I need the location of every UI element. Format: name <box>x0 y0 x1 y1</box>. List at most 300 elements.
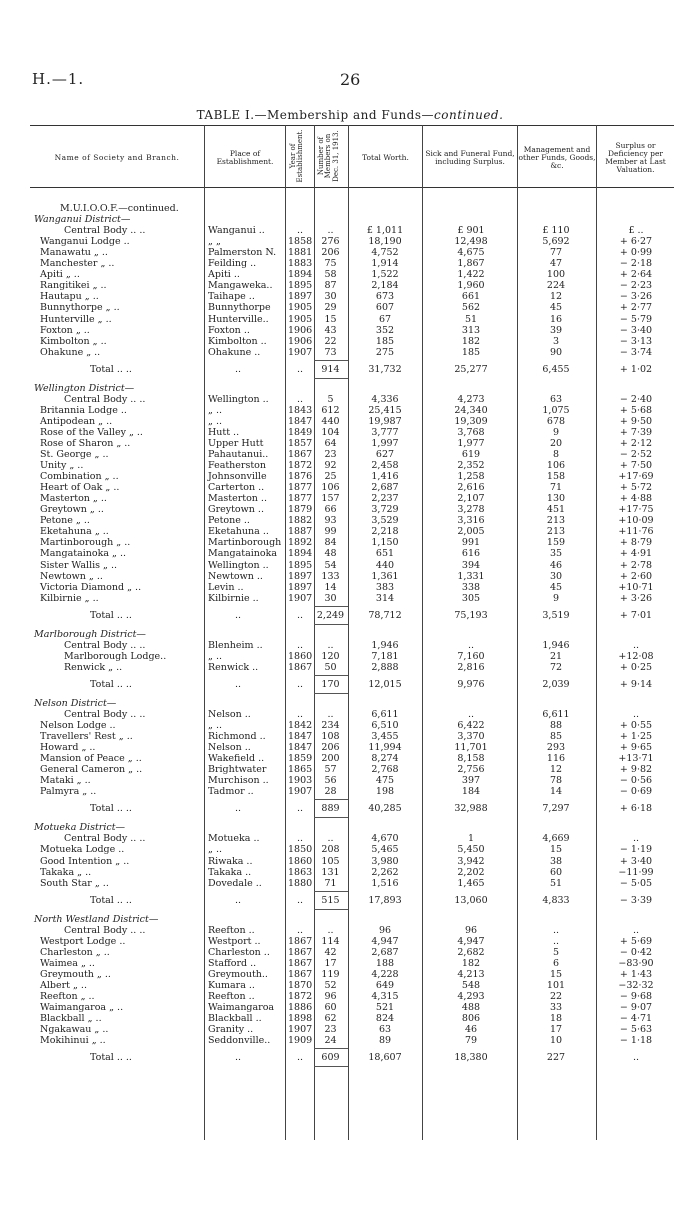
surplus-cell: + 7·39 <box>619 426 653 438</box>
surplus-cell: +10·09 <box>618 515 654 527</box>
year-cell: 1858 <box>288 236 313 248</box>
table-caption <box>0 108 700 122</box>
surplus-cell: .. <box>632 1052 640 1064</box>
management-cell: 17 <box>549 1024 563 1036</box>
management-cell: 46 <box>549 559 563 571</box>
place-cell: Motueka .. <box>208 833 260 845</box>
district-heading <box>30 383 674 394</box>
members-cell: 56 <box>324 775 337 787</box>
management-cell: 6,611 <box>542 708 570 720</box>
management-cell: 5,692 <box>542 236 570 248</box>
place-cell: „ .. <box>208 844 222 856</box>
year-cell: 1842 <box>288 720 313 731</box>
table-row <box>30 958 674 969</box>
sick-fund-cell: 19,309 <box>454 415 488 427</box>
place-cell: Palmerston N. <box>208 247 277 259</box>
total-members-rule <box>314 1048 348 1067</box>
worth-cell: 352 <box>375 324 395 336</box>
total-row <box>30 803 674 814</box>
branch-name: Waimangaroa „ .. <box>40 1002 124 1014</box>
table-top-rule <box>30 125 674 126</box>
year-cell: 1872 <box>288 991 313 1002</box>
place-cell: Foxton .. <box>208 324 250 336</box>
year-cell: .. <box>296 678 304 690</box>
surplus-cell: + 2·60 <box>619 570 653 582</box>
worth-cell: 1,516 <box>371 877 399 889</box>
branch-name: Victoria Diamond „ .. <box>40 581 142 593</box>
surplus-cell: +10·71 <box>618 581 654 593</box>
branch-name: Total .. .. <box>90 609 132 621</box>
worth-cell: 2,687 <box>371 946 399 958</box>
surplus-cell: − 2·52 <box>619 449 653 460</box>
members-cell: 17 <box>324 957 337 969</box>
surplus-cell: + 0·55 <box>619 720 653 731</box>
members-cell: .. <box>327 639 334 651</box>
col-header-worth: Total Worth. <box>362 152 409 162</box>
management-cell: 77 <box>549 247 563 259</box>
members-cell: 22 <box>324 335 337 347</box>
year-cell: 1907 <box>288 592 313 604</box>
surplus-cell: − 4·71 <box>619 1013 653 1025</box>
branch-name: Britannia Lodge .. <box>40 404 127 416</box>
surplus-cell: + 9·50 <box>619 415 653 427</box>
branch-name: Ohakune „ .. <box>40 346 101 358</box>
order-heading <box>30 203 674 214</box>
sick-fund-cell: 2,756 <box>457 764 485 776</box>
worth-cell: 1,150 <box>371 537 399 549</box>
management-cell: 106 <box>546 460 566 472</box>
members-cell: 914 <box>321 363 340 375</box>
worth-cell: 3,777 <box>371 426 399 438</box>
table-row <box>30 537 674 548</box>
branch-name: Newtown „ .. <box>40 570 103 582</box>
table-row <box>30 314 674 325</box>
table-row <box>30 416 674 427</box>
worth-cell: 18,607 <box>368 1052 402 1064</box>
sick-fund-cell: 13,060 <box>454 894 488 906</box>
place-cell: Wanganui .. <box>208 225 265 237</box>
members-cell: 50 <box>324 661 337 673</box>
worth-cell: 2,262 <box>371 866 399 878</box>
members-cell: 28 <box>324 786 337 798</box>
place-cell: Greymouth.. <box>208 968 268 980</box>
surplus-cell: − 5·63 <box>619 1024 653 1036</box>
year-cell: .. <box>296 924 304 936</box>
members-cell: 2,249 <box>316 609 345 621</box>
members-cell: 106 <box>321 482 340 494</box>
district-heading <box>30 629 674 640</box>
surplus-cell: + 5·69 <box>619 935 653 947</box>
sick-fund-cell: 182 <box>461 335 481 347</box>
branch-name: Good Intention „ .. <box>40 855 130 867</box>
place-cell: Reefton .. <box>208 991 255 1002</box>
district-name: Motueka District— <box>34 822 126 834</box>
members-cell: 889 <box>321 803 340 815</box>
surplus-cell: + 9·14 <box>619 678 653 690</box>
year-cell: 1850 <box>288 844 313 856</box>
surplus-cell: +12·08 <box>618 650 654 662</box>
place-cell: „ .. <box>208 404 222 416</box>
branch-name: Antipodean „ .. <box>40 415 113 427</box>
management-cell: 85 <box>549 731 563 743</box>
total-row <box>30 610 674 621</box>
worth-cell: 6,611 <box>371 708 399 720</box>
worth-cell: 17,893 <box>368 894 402 906</box>
col-header-place: Place of Establishment. <box>216 148 274 166</box>
year-cell: .. <box>296 639 304 651</box>
sick-fund-cell: 3,768 <box>457 426 485 438</box>
place-cell: Feilding .. <box>208 258 257 270</box>
table-row <box>30 258 674 269</box>
district-heading <box>30 822 674 833</box>
year-cell: 1883 <box>288 258 313 270</box>
branch-name: St. George „ .. <box>40 449 109 460</box>
year-cell: 1907 <box>288 346 313 358</box>
members-cell: 23 <box>324 449 337 460</box>
year-cell: 1897 <box>288 291 313 303</box>
branch-name: Combination „ .. <box>40 471 119 483</box>
year-cell: 1867 <box>288 968 313 980</box>
worth-cell: 2,458 <box>371 460 399 472</box>
worth-cell: 2,237 <box>371 493 399 505</box>
year-cell: 1857 <box>288 437 313 449</box>
total-row <box>30 364 674 375</box>
sick-fund-cell: 3,370 <box>457 731 485 743</box>
place-cell: „ .. <box>208 415 222 427</box>
branch-name: Unity „ .. <box>40 460 84 472</box>
place-cell: .. <box>235 894 242 906</box>
place-cell: Kumara .. <box>208 979 255 991</box>
order-name: M.U.I.O.O.F.—continued. <box>60 203 179 214</box>
worth-cell: 4,315 <box>371 991 399 1002</box>
table-row <box>30 438 674 449</box>
members-cell: 131 <box>321 866 340 878</box>
members-cell: 60 <box>324 1002 337 1014</box>
management-cell: 7,297 <box>542 803 570 815</box>
members-cell: 92 <box>324 460 337 472</box>
sick-fund-cell: 4,213 <box>457 968 485 980</box>
surplus-cell: − 3·26 <box>619 291 653 303</box>
members-cell: 75 <box>324 258 337 270</box>
members-cell: 66 <box>324 504 337 516</box>
district-name: Wanganui District— <box>34 214 131 226</box>
place-cell: Kimbolton .. <box>208 335 267 347</box>
management-cell: 47 <box>549 258 563 270</box>
place-cell: Upper Hutt <box>208 437 264 449</box>
surplus-cell: + 9·65 <box>619 742 653 754</box>
surplus-cell: − 3·40 <box>619 324 653 336</box>
sick-fund-cell: .. <box>467 639 475 651</box>
branch-name: Howard „ .. <box>40 742 96 754</box>
col-header-surplus: Surplus or Deficiency per Member at Last Valuation. <box>605 140 666 175</box>
management-cell: 33 <box>549 1002 563 1014</box>
surplus-cell: + 5·68 <box>619 404 653 416</box>
worth-cell: 2,687 <box>371 482 399 494</box>
sick-fund-cell: 397 <box>461 775 481 787</box>
worth-cell: 12,015 <box>368 678 402 690</box>
header-bottom-rule <box>30 187 674 188</box>
worth-cell: 649 <box>375 979 395 991</box>
place-cell: .. <box>235 1052 242 1064</box>
management-cell: 159 <box>546 537 566 549</box>
management-cell: 51 <box>549 877 563 889</box>
district-heading <box>30 214 674 225</box>
sick-fund-cell: 9,976 <box>457 678 485 690</box>
table-row <box>30 325 674 336</box>
branch-name: Rose of Sharon „ .. <box>40 437 131 449</box>
management-cell: 2,039 <box>542 678 570 690</box>
sick-fund-cell: 2,005 <box>457 526 485 538</box>
sick-fund-cell: 661 <box>461 291 481 303</box>
branch-name: Central Body .. .. <box>64 924 146 936</box>
sick-fund-cell: 4,273 <box>457 393 485 405</box>
year-cell: 1876 <box>288 471 313 483</box>
branch-name: General Cameron „ .. <box>40 764 143 776</box>
place-cell: Seddonville.. <box>208 1035 271 1047</box>
surplus-cell: + 0·25 <box>619 661 653 673</box>
sick-fund-cell: 5,450 <box>457 844 485 856</box>
table-row <box>30 1013 674 1024</box>
members-cell: 84 <box>324 537 337 549</box>
management-cell: 45 <box>549 302 563 314</box>
management-cell: 12 <box>549 764 563 776</box>
management-cell: 213 <box>546 526 566 538</box>
sick-fund-cell: 24,340 <box>454 404 488 416</box>
year-cell: 1905 <box>288 302 313 314</box>
sick-fund-cell: 1,258 <box>457 471 485 483</box>
members-cell: 52 <box>324 979 337 991</box>
management-cell: 63 <box>549 393 563 405</box>
table-row <box>30 947 674 958</box>
place-cell: Renwick .. <box>208 661 259 673</box>
members-cell: 234 <box>321 720 340 731</box>
sick-fund-cell: 562 <box>461 302 481 314</box>
branch-name: Mokihinui „ .. <box>40 1035 106 1047</box>
branch-name: Martinborough „ .. <box>40 537 131 549</box>
year-cell: 1867 <box>288 449 313 460</box>
worth-cell: 3,529 <box>371 515 399 527</box>
year-cell: 1859 <box>288 753 313 765</box>
table-row <box>30 548 674 559</box>
table-row <box>30 878 674 889</box>
branch-name: Bunnythorpe „ .. <box>40 302 120 314</box>
sick-fund-cell: 806 <box>461 1013 481 1025</box>
table-row <box>30 471 674 482</box>
sick-fund-cell: 1 <box>467 833 475 845</box>
table-row <box>30 1024 674 1035</box>
year-cell: .. <box>296 1052 304 1064</box>
total-row <box>30 679 674 690</box>
members-cell: 58 <box>324 269 337 281</box>
branch-name: Reefton „ .. <box>40 991 95 1002</box>
surplus-cell: .. <box>632 639 640 651</box>
management-cell: 224 <box>546 280 566 292</box>
surplus-cell: − 3·13 <box>619 335 653 347</box>
place-cell: .. <box>235 803 242 815</box>
worth-cell: 1,416 <box>371 471 399 483</box>
surplus-cell: + 7·50 <box>619 460 653 472</box>
management-cell: 9 <box>552 426 560 438</box>
sick-fund-cell: 313 <box>461 324 481 336</box>
surplus-cell: +11·76 <box>618 526 654 538</box>
place-cell: Westport .. <box>208 935 261 947</box>
branch-name: Apiti „ .. <box>40 269 80 281</box>
members-cell: 5 <box>327 393 334 405</box>
table-row <box>30 867 674 878</box>
branch-name: Rose of the Valley „ .. <box>40 426 143 438</box>
worth-cell: 78,712 <box>368 609 402 621</box>
year-cell: 1895 <box>288 559 313 571</box>
sick-fund-cell: 305 <box>461 592 481 604</box>
table-row <box>30 925 674 936</box>
sick-fund-cell: 1,977 <box>457 437 485 449</box>
surplus-cell: − 2·18 <box>619 258 653 270</box>
members-cell: 612 <box>321 404 340 416</box>
worth-cell: 3,455 <box>371 731 399 743</box>
management-cell: 5 <box>552 946 560 958</box>
year-cell: 1860 <box>288 855 313 867</box>
table-row <box>30 662 674 673</box>
worth-cell: 11,994 <box>368 742 402 754</box>
members-cell: 14 <box>324 581 337 593</box>
worth-cell: 18,190 <box>368 236 402 248</box>
year-cell: 1906 <box>288 335 313 347</box>
management-cell: £ 110 <box>542 225 570 237</box>
worth-cell: 1,522 <box>371 269 399 281</box>
place-cell: Murchison .. <box>208 775 269 787</box>
members-cell: 93 <box>324 515 337 527</box>
sick-fund-cell: 79 <box>464 1035 478 1047</box>
worth-cell: 63 <box>378 1024 392 1036</box>
management-cell: 20 <box>549 437 563 449</box>
place-cell: Blenheim .. <box>208 639 263 651</box>
surplus-cell: + 4·91 <box>619 548 653 560</box>
management-cell: 158 <box>546 471 566 483</box>
branch-name: Central Body .. .. <box>64 639 146 651</box>
members-cell: 206 <box>321 742 340 754</box>
sick-fund-cell: 2,107 <box>457 493 485 505</box>
worth-cell: 314 <box>375 592 395 604</box>
worth-cell: 6,510 <box>371 720 399 731</box>
table-row <box>30 844 674 855</box>
branch-name: Total .. .. <box>90 1052 132 1064</box>
place-cell: Wellington .. <box>208 393 269 405</box>
surplus-cell: −11·99 <box>618 866 654 878</box>
worth-cell: 1,946 <box>371 639 399 651</box>
surplus-cell: + 2·78 <box>619 559 653 571</box>
table-row <box>30 833 674 844</box>
members-cell: .. <box>327 708 334 720</box>
place-cell: Apiti .. <box>208 269 240 281</box>
table-row <box>30 969 674 980</box>
sick-fund-cell: 18,380 <box>454 1052 488 1064</box>
year-cell: 1897 <box>288 570 313 582</box>
year-cell: 1881 <box>288 247 313 259</box>
place-cell: Waimangaroa <box>208 1002 275 1014</box>
management-cell: 71 <box>549 482 563 494</box>
management-cell: 78 <box>549 775 563 787</box>
surplus-cell: + 6·27 <box>619 236 653 248</box>
place-cell: Bunnythorpe <box>208 302 271 314</box>
year-cell: 1849 <box>288 426 313 438</box>
members-cell: 515 <box>321 894 340 906</box>
sick-fund-cell: 2,202 <box>457 866 485 878</box>
sick-fund-cell: 6,422 <box>457 720 485 731</box>
surplus-cell: − 0·56 <box>619 775 653 787</box>
place-cell: Kilbirnie .. <box>208 592 259 604</box>
col-header-members: Number of Members on Dec. 31, 1913. <box>317 130 340 182</box>
place-cell: Granity .. <box>208 1024 254 1036</box>
members-cell: 87 <box>324 280 337 292</box>
district-name: Marlborough District— <box>34 628 146 640</box>
sick-fund-cell: 4,947 <box>457 935 485 947</box>
worth-cell: 40,285 <box>368 803 402 815</box>
table-row <box>30 764 674 775</box>
surplus-cell: + 3·26 <box>619 592 653 604</box>
year-cell: 1892 <box>288 537 313 549</box>
members-cell: 25 <box>324 471 337 483</box>
management-cell: 45 <box>549 581 563 593</box>
year-cell: 1863 <box>288 866 313 878</box>
worth-cell: 2,768 <box>371 764 399 776</box>
management-cell: 130 <box>546 493 566 505</box>
management-cell: 9 <box>552 592 560 604</box>
year-cell: .. <box>296 393 304 405</box>
surplus-cell: +13·71 <box>618 753 654 765</box>
management-cell: 15 <box>549 844 563 856</box>
place-cell: Stafford .. <box>208 957 257 969</box>
sick-fund-cell: 51 <box>464 313 478 325</box>
sick-fund-cell: 12,498 <box>454 236 488 248</box>
surplus-cell: +17·75 <box>618 504 654 516</box>
worth-cell: 31,732 <box>368 363 402 375</box>
year-cell: 1894 <box>288 548 313 560</box>
management-cell: 14 <box>549 786 563 798</box>
sick-fund-cell: 32,988 <box>454 803 488 815</box>
surplus-cell: − 9·07 <box>619 1002 653 1014</box>
table-row <box>30 336 674 347</box>
sick-fund-cell: 548 <box>461 979 481 991</box>
members-cell: 119 <box>321 968 340 980</box>
table-row <box>30 347 674 358</box>
year-cell: 1898 <box>288 1013 313 1025</box>
district-heading <box>30 698 674 709</box>
management-cell: 72 <box>549 661 563 673</box>
members-cell: 276 <box>321 236 340 248</box>
surplus-cell: + 2·64 <box>619 269 653 281</box>
branch-name: Central Body .. .. <box>64 393 146 405</box>
worth-cell: 4,670 <box>371 833 399 845</box>
members-cell: 30 <box>324 291 337 303</box>
worth-cell: 3,729 <box>371 504 399 516</box>
sick-fund-cell: 25,277 <box>454 363 488 375</box>
branch-name: Kimbolton „ .. <box>40 335 107 347</box>
table-row <box>30 720 674 731</box>
table-row <box>30 753 674 764</box>
branch-name: Sister Wallis „ .. <box>40 559 118 571</box>
place-cell: Masterton .. <box>208 493 267 505</box>
table-row <box>30 427 674 438</box>
management-cell: 213 <box>546 515 566 527</box>
worth-cell: 275 <box>375 346 395 358</box>
branch-name: Hautapu „ .. <box>40 291 99 303</box>
year-cell: 1843 <box>288 404 313 416</box>
col-header-year: Year of Establishment. <box>289 129 305 183</box>
surplus-cell: − 5·05 <box>619 877 653 889</box>
branch-name: Petone „ .. <box>40 515 90 527</box>
management-cell: 30 <box>549 570 563 582</box>
place-cell: Carterton .. <box>208 482 265 494</box>
